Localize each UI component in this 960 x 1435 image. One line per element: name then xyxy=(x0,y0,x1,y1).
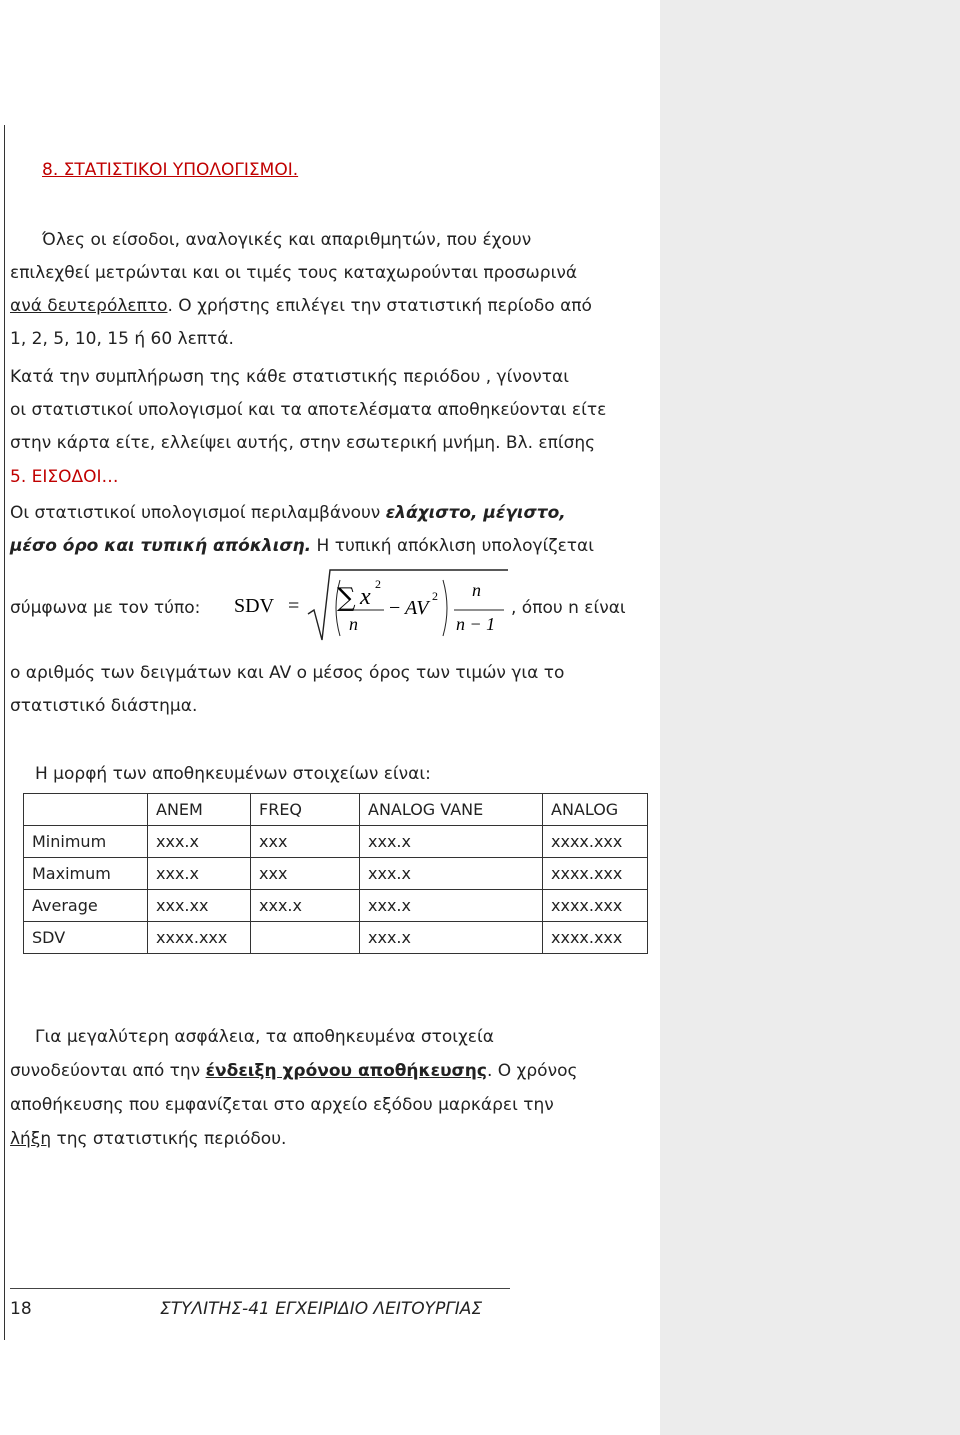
table-row xyxy=(24,922,648,954)
formula-trailing-text: , όπου n είναι xyxy=(511,598,626,618)
p1-line-5: Κατά την συμπλήρωση της κάθε στατιστικής περιόδου , γίνονται xyxy=(10,367,569,387)
p1-line-9: Οι στατιστικοί υπολογισμοί περιλαμβάνουν ελάχιστο, μέγιστο, xyxy=(10,503,566,523)
inputs-section-reference[interactable]: 5. ΕΙΣΟΔΟΙ… xyxy=(10,467,119,487)
formula-av: AV xyxy=(405,597,429,619)
p1-line-6: οι στατιστικοί υπολογισμοί και τα αποτελέσματα αποθηκεύονται είτε xyxy=(10,400,607,420)
header-cell: ANALOG VANE xyxy=(360,794,543,826)
table-cell: xxx.x xyxy=(148,858,251,890)
page-number: 18 xyxy=(10,1299,32,1319)
p2-line-4: λήξη της στατιστικής περιόδου. xyxy=(10,1129,287,1149)
formula-minus: − xyxy=(389,597,401,619)
header-cell: FREQ xyxy=(251,794,360,826)
table-cell: SDV xyxy=(24,922,148,954)
section-heading: 8. ΣΤΑΤΙΣΤΙΚΟΙ ΥΠΟΛΟΓΙΣΜΟΙ. xyxy=(42,160,299,180)
formula-equals: = xyxy=(288,595,300,617)
formula-n-minus-1: n − 1 xyxy=(456,614,496,634)
table-cell: xxxx.xxx xyxy=(148,922,251,954)
table-row xyxy=(24,890,648,922)
formula-lhs: SDV xyxy=(234,595,275,617)
p1-line-7: στην κάρτα είτε, ελλείψει αυτής, στην εσωτερική μνήμη. Βλ. επίσης xyxy=(10,433,596,453)
p1-line-12: ο αριθμός των δειγμάτων και AV ο μέσος όρος των τιμών για το xyxy=(10,663,565,683)
table-cell: xxxx.xxx xyxy=(543,890,648,922)
p2-line-3: αποθήκευσης που εμφανίζεται στο αρχείο εξόδου μαρκάρει την xyxy=(10,1095,554,1115)
formula-n-numerator: n xyxy=(472,580,481,600)
table-cell: Average xyxy=(24,890,148,922)
p1-line-3: ανά δευτερόλεπτο. Ο χρήστης επιλέγει την στατιστική περίοδο από xyxy=(10,296,592,316)
table-cell: xxx.xx xyxy=(148,890,251,922)
p2-line-1: Για μεγαλύτερη ασφάλεια, τα αποθηκευμένα στοιχεία xyxy=(35,1027,494,1047)
p1-line-2: επιλεχθεί μετρώνται και οι τιμές τους καταχωρούνται προσωρινά xyxy=(10,263,578,283)
table-cell: xxx.x xyxy=(360,858,543,890)
p1-line-13: στατιστικό διάστημα. xyxy=(10,696,198,716)
p2-line-2: συνοδεύονται από την ένδειξη χρόνου αποθήκευσης. Ο χρόνος xyxy=(10,1061,578,1081)
table-header-row xyxy=(24,794,648,826)
sdv-formula xyxy=(232,568,512,648)
table-row xyxy=(24,858,648,890)
table-cell: xxxx.xxx xyxy=(543,858,648,890)
formula-x: x xyxy=(360,584,371,610)
right-paren xyxy=(443,580,447,636)
table-cell: xxx.x xyxy=(360,922,543,954)
table-cell: xxx.x xyxy=(148,826,251,858)
header-cell: ANEM xyxy=(148,794,251,826)
running-footer-title: ΣΤΥΛΙΤΗΣ-41 ΕΓΧΕΙΡΙΔΙΟ ΛΕΙΤΟΥΡΓΙΑΣ xyxy=(160,1299,483,1319)
table-intro: Η μορφή των αποθηκευμένων στοιχείων είναι: xyxy=(35,764,431,784)
table-cell: xxxx.xxx xyxy=(543,922,648,954)
formula-x-exponent: 2 xyxy=(375,577,381,591)
formula-n-denominator: n xyxy=(349,614,358,634)
formula-lead-in: σύμφωνα με τον τύπο: xyxy=(10,598,201,618)
table-cell: Maximum xyxy=(24,858,148,890)
table-row xyxy=(24,826,648,858)
table-cell: xxx.x xyxy=(360,826,543,858)
p1-line-1: Όλες οι είσοδοι, αναλογικές και απαριθμητών, που έχουν xyxy=(42,230,532,250)
table-cell: xxx xyxy=(251,858,360,890)
header-cell xyxy=(24,794,148,826)
left-margin-rule xyxy=(4,125,5,1340)
statistics-format-table xyxy=(23,793,648,954)
table-cell: xxx.x xyxy=(360,890,543,922)
table-cell: xxxx.xxx xyxy=(543,826,648,858)
comment-margin-panel xyxy=(660,0,960,1435)
table-cell: xxx.x xyxy=(251,890,360,922)
sum-symbol: ∑ xyxy=(337,583,356,613)
table-cell: xxx xyxy=(251,826,360,858)
formula-av-exponent: 2 xyxy=(432,589,438,603)
p1-line-10: μέσο όρο και τυπική απόκλιση. Η τυπική απόκλιση υπολογίζεται xyxy=(10,536,594,556)
header-cell: ANALOG xyxy=(543,794,648,826)
table-cell: Minimum xyxy=(24,826,148,858)
footer-rule xyxy=(10,1288,510,1289)
p1-line-4: 1, 2, 5, 10, 15 ή 60 λεπτά. xyxy=(10,329,234,349)
table-cell xyxy=(251,922,360,954)
per-second-link[interactable]: ανά δευτερόλεπτο xyxy=(10,296,168,316)
